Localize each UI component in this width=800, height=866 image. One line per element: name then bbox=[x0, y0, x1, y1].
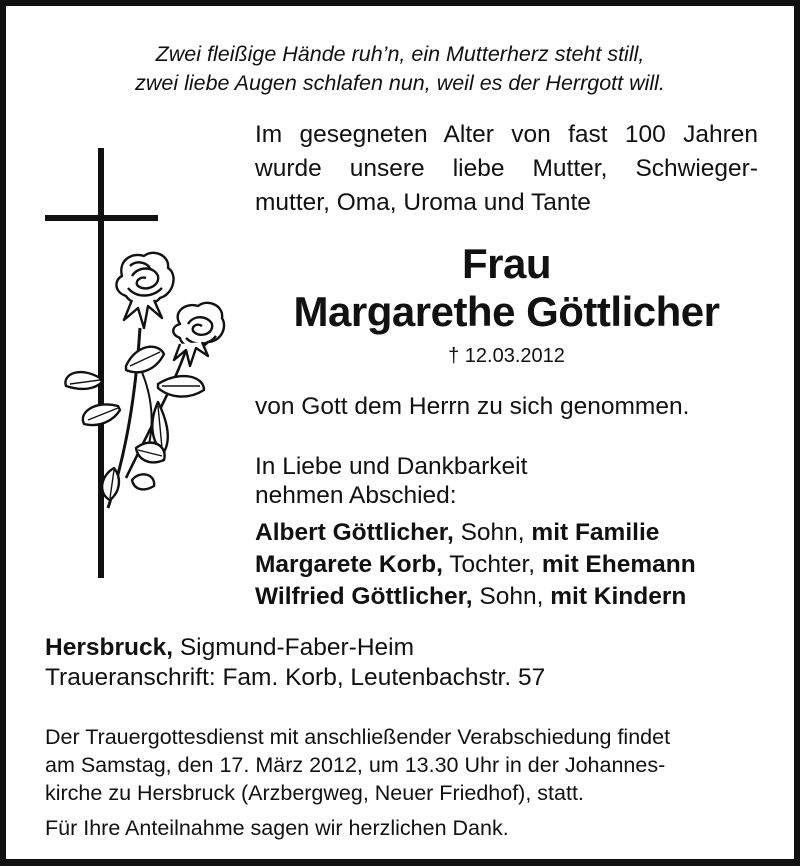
poem bbox=[0, 40, 800, 98]
service-line-1: Der Trauergottesdienst mit anschließender Verabschiedung findet bbox=[45, 725, 671, 749]
poem-line-2: zwei liebe Augen schlafen nun, weil es der Herrgott will. bbox=[135, 71, 665, 95]
rose-icon bbox=[65, 253, 224, 508]
mourner-family: mit Ehemann bbox=[541, 551, 696, 578]
poem-line-1: Zwei fleißige Hände ruh’n, ein Mutterherz steht still, bbox=[155, 42, 645, 66]
intro-text bbox=[255, 118, 758, 220]
mourner-row bbox=[255, 549, 696, 581]
mourner-name: Margarete Korb, bbox=[255, 551, 443, 578]
mourner-name: Albert Göttlicher, bbox=[255, 519, 454, 546]
cross-with-roses-illustration bbox=[40, 148, 230, 580]
place-home: Sigmund-Faber-Heim bbox=[173, 634, 415, 661]
mourner-relation: Tochter, bbox=[442, 551, 542, 578]
place-block bbox=[45, 633, 545, 693]
taken-text: von Gott dem Herrn zu sich genommen. bbox=[255, 393, 690, 420]
farewell-line-1: In Liebe und Dankbarkeit bbox=[255, 453, 528, 480]
service-text bbox=[45, 723, 757, 807]
intro-line-2: wurde unsere liebe Mutter, Schwieger- bbox=[255, 155, 758, 182]
mourner-family: mit Kindern bbox=[550, 583, 687, 610]
mourner-name: Wilfried Göttlicher, bbox=[255, 583, 473, 610]
mourner-row bbox=[255, 581, 696, 613]
place-line bbox=[45, 633, 545, 663]
deceased-name-block bbox=[255, 240, 758, 336]
farewell-line-2: nehmen Abschied: bbox=[255, 482, 457, 509]
intro-line-1: Im gesegneten Alter von fast 100 Jahren bbox=[255, 121, 758, 148]
intro-line-3: mutter, Oma, Uroma und Tante bbox=[255, 189, 591, 216]
mourners-list bbox=[255, 517, 696, 613]
death-date: † 12.03.2012 bbox=[448, 345, 565, 367]
service-line-2: am Samstag, den 17. März 2012, um 13.30 Uhr in der Johannes- bbox=[45, 753, 666, 777]
deceased-title: Frau bbox=[461, 240, 551, 287]
mourner-relation: Sohn, bbox=[472, 583, 551, 610]
deceased-name: Margarethe Göttlicher bbox=[293, 288, 720, 335]
farewell-text bbox=[255, 452, 527, 510]
place-town: Hersbruck, bbox=[45, 634, 174, 661]
mourner-relation: Sohn, bbox=[453, 519, 532, 546]
mourner-family: mit Familie bbox=[531, 519, 660, 546]
mourning-address: Traueranschrift: Fam. Korb, Leutenbachstr. 57 bbox=[45, 664, 546, 691]
thanks-text: Für Ihre Anteilnahme sagen wir herzlichen Dank. bbox=[45, 816, 509, 840]
mourner-row bbox=[255, 517, 696, 549]
service-line-3: kirche zu Hersbruck (Arzbergweg, Neuer Friedhof), statt. bbox=[45, 781, 584, 805]
